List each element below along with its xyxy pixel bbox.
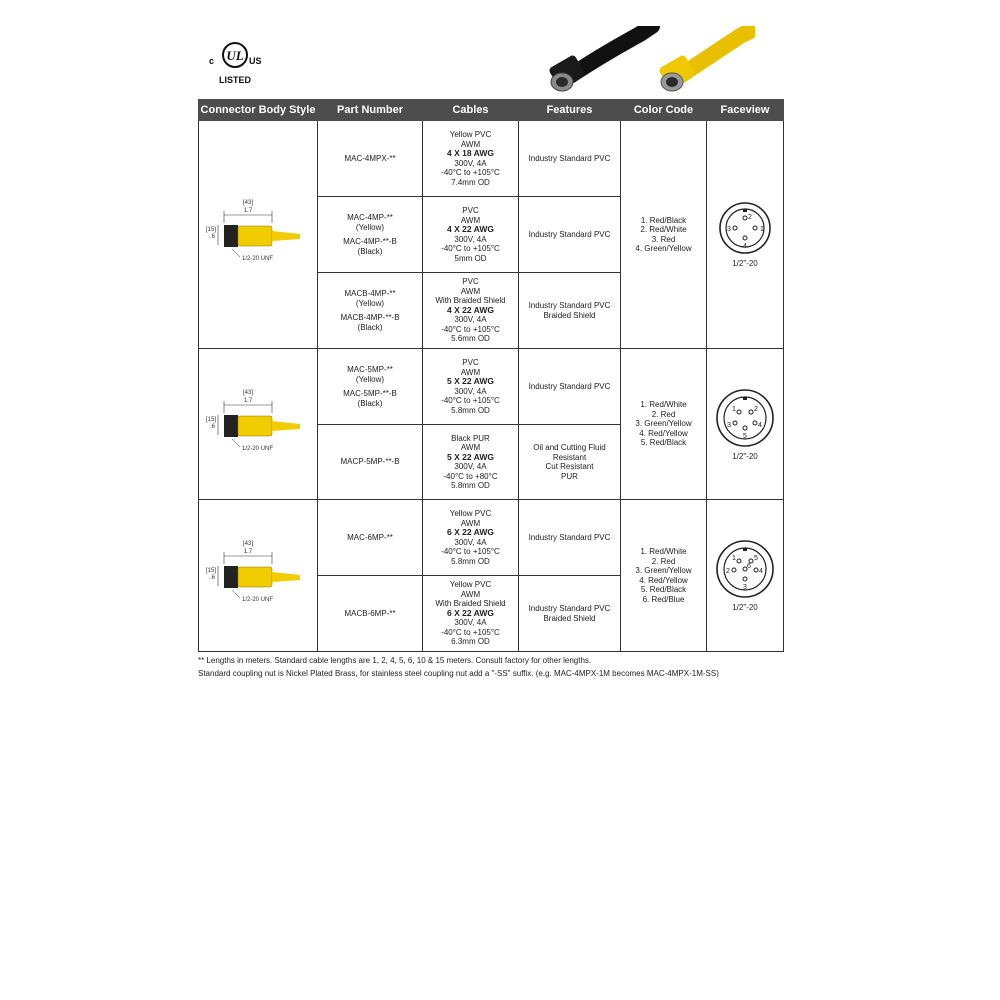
table-row	[199, 349, 784, 425]
svg-text:4: 4	[758, 421, 762, 429]
features-cell: Industry Standard PVC	[519, 500, 621, 576]
svg-text:[43]: [43]	[242, 200, 254, 207]
part-number-cell: MACP-5MP-**-B	[318, 425, 423, 500]
svg-text:3: 3	[743, 584, 747, 592]
svg-text:[43]: [43]	[242, 389, 254, 396]
faceview-4pin-icon	[717, 200, 773, 256]
features-cell: Industry Standard PVC Braided Shield	[519, 576, 621, 652]
connector-spec-table	[198, 99, 784, 652]
svg-text:2: 2	[726, 568, 730, 576]
header-connector-body-style: Connector Body Style	[199, 100, 318, 121]
faceview-label: 1/2"-20	[732, 451, 758, 461]
color-code-cell: 1. Red/White 2. Red 3. Green/Yellow 4. Red/Yellow 5. Red/Black 6. Red/Blue	[621, 500, 707, 652]
svg-text:6: 6	[747, 563, 751, 571]
connector-body-drawing	[199, 121, 318, 349]
svg-text:[15]: [15]	[206, 568, 217, 575]
faceview-label: 1/2"-20	[732, 259, 758, 269]
part-number-cell: MAC-6MP-**	[318, 500, 423, 576]
svg-text:5: 5	[743, 432, 747, 440]
svg-text:c: c	[209, 56, 215, 66]
connector-body-drawing	[199, 500, 318, 652]
cable-cell: Yellow PVC AWM 4 X 18 AWG 300V, 4A -40°C to +105°C 7.4mm OD	[423, 121, 519, 197]
svg-text:.6: .6	[210, 575, 216, 582]
svg-text:1/2-20 UNF: 1/2-20 UNF	[242, 445, 274, 452]
cable-cell: Black PUR AWM 5 X 22 AWG 300V, 4A -40°C to +80°C 5.8mm OD	[423, 425, 519, 500]
svg-text:LISTED: LISTED	[218, 75, 252, 85]
faceview-label: 1/2"-20	[732, 603, 758, 613]
cable-cell: PVC AWM 5 X 22 AWG 300V, 4A -40°C to +105°C 5.8mm OD	[423, 349, 519, 425]
connector-drawing-4pin	[202, 193, 314, 273]
svg-text:3: 3	[727, 226, 731, 234]
svg-text:2: 2	[754, 405, 758, 413]
color-code-cell: 1. Red/White 2. Red 3. Green/Yellow 4. Red/Yellow 5. Red/Black	[621, 349, 707, 500]
svg-text:UL: UL	[226, 48, 244, 63]
faceview-cell	[707, 349, 784, 500]
cable-cell: PVC AWM With Braided Shield 4 X 22 AWG 300V, 4A -40°C to +105°C 5.6mm OD	[423, 273, 519, 349]
svg-text:US: US	[249, 56, 262, 66]
features-cell: Industry Standard PVC	[519, 349, 621, 425]
features-cell: Industry Standard PVC	[519, 197, 621, 273]
svg-text:1.7: 1.7	[243, 397, 253, 404]
svg-text:1.7: 1.7	[243, 549, 253, 556]
svg-text:2: 2	[748, 214, 752, 222]
features-cell: Industry Standard PVC Braided Shield	[519, 273, 621, 349]
svg-text:.6: .6	[210, 423, 216, 430]
part-number-cell: MACB-4MP-** (Yellow) MACB-4MP-**-B (Black)	[318, 273, 423, 349]
part-number-cell: MAC-5MP-** (Yellow) MAC-5MP-**-B (Black)	[318, 349, 423, 425]
svg-text:1: 1	[732, 405, 736, 413]
table-row	[199, 121, 784, 197]
svg-text:4: 4	[743, 243, 747, 251]
product-photo	[540, 26, 755, 96]
header-features: Features	[519, 100, 621, 121]
header-cables: Cables	[423, 100, 519, 121]
header-faceview: Faceview	[707, 100, 784, 121]
cable-cell: Yellow PVC AWM With Braided Shield 6 X 22 AWG 300V, 4A -40°C to +105°C 6.3mm OD	[423, 576, 519, 652]
faceview-5pin-icon	[714, 387, 776, 449]
svg-text:[15]: [15]	[206, 227, 217, 234]
ul-listed-logo	[203, 38, 273, 88]
color-code-cell: 1. Red/Black 2. Red/White 3. Red 4. Green/Yellow	[621, 121, 707, 349]
cable-cell: Yellow PVC AWM 6 X 22 AWG 300V, 4A -40°C to +105°C 5.8mm OD	[423, 500, 519, 576]
svg-text:[15]: [15]	[206, 416, 217, 423]
cable-cell: PVC AWM 4 X 22 AWG 300V, 4A -40°C to +105°C 5mm OD	[423, 197, 519, 273]
footnotes	[198, 654, 798, 680]
svg-text:[43]: [43]	[242, 541, 254, 548]
svg-text:4: 4	[759, 568, 763, 576]
footnote-lengths: ** Lengths in meters. Standard cable lengths are 1, 2, 4, 5, 6, 10 & 15 meters. Consult factory for other lengths.	[198, 656, 592, 665]
faceview-cell	[707, 121, 784, 349]
svg-text:1.7: 1.7	[243, 208, 253, 215]
svg-text:1: 1	[732, 555, 736, 563]
connector-drawing-5pin	[202, 383, 314, 463]
svg-text:1/2-20 UNF: 1/2-20 UNF	[242, 597, 274, 604]
features-cell: Industry Standard PVC	[519, 121, 621, 197]
table-row	[199, 500, 784, 576]
table-header-row	[199, 100, 784, 121]
features-cell: Oil and Cutting Fluid Resistant Cut Resistant PUR	[519, 425, 621, 500]
svg-text:1/2-20 UNF: 1/2-20 UNF	[242, 256, 274, 263]
svg-text:5: 5	[754, 555, 758, 563]
header-color-code: Color Code	[621, 100, 707, 121]
part-number-cell: MAC-4MPX-**	[318, 121, 423, 197]
faceview-6pin-icon	[714, 538, 776, 600]
part-number-cell: MACB-6MP-**	[318, 576, 423, 652]
svg-text:3: 3	[727, 421, 731, 429]
faceview-cell	[707, 500, 784, 652]
header-part-number: Part Number	[318, 100, 423, 121]
svg-text:.6: .6	[210, 234, 216, 241]
connector-drawing-6pin	[202, 534, 314, 614]
connector-body-drawing	[199, 349, 318, 500]
footnote-coupling-nut: Standard coupling nut is Nickel Plated Brass, for stainless steel coupling nut add a "-SS" suffix. (e.g. MAC-4MPX-1M becomes MAC-4MPX-1M-SS)	[198, 669, 719, 678]
svg-text:1: 1	[760, 226, 764, 234]
part-number-cell: MAC-4MP-** (Yellow) MAC-4MP-**-B (Black)	[318, 197, 423, 273]
